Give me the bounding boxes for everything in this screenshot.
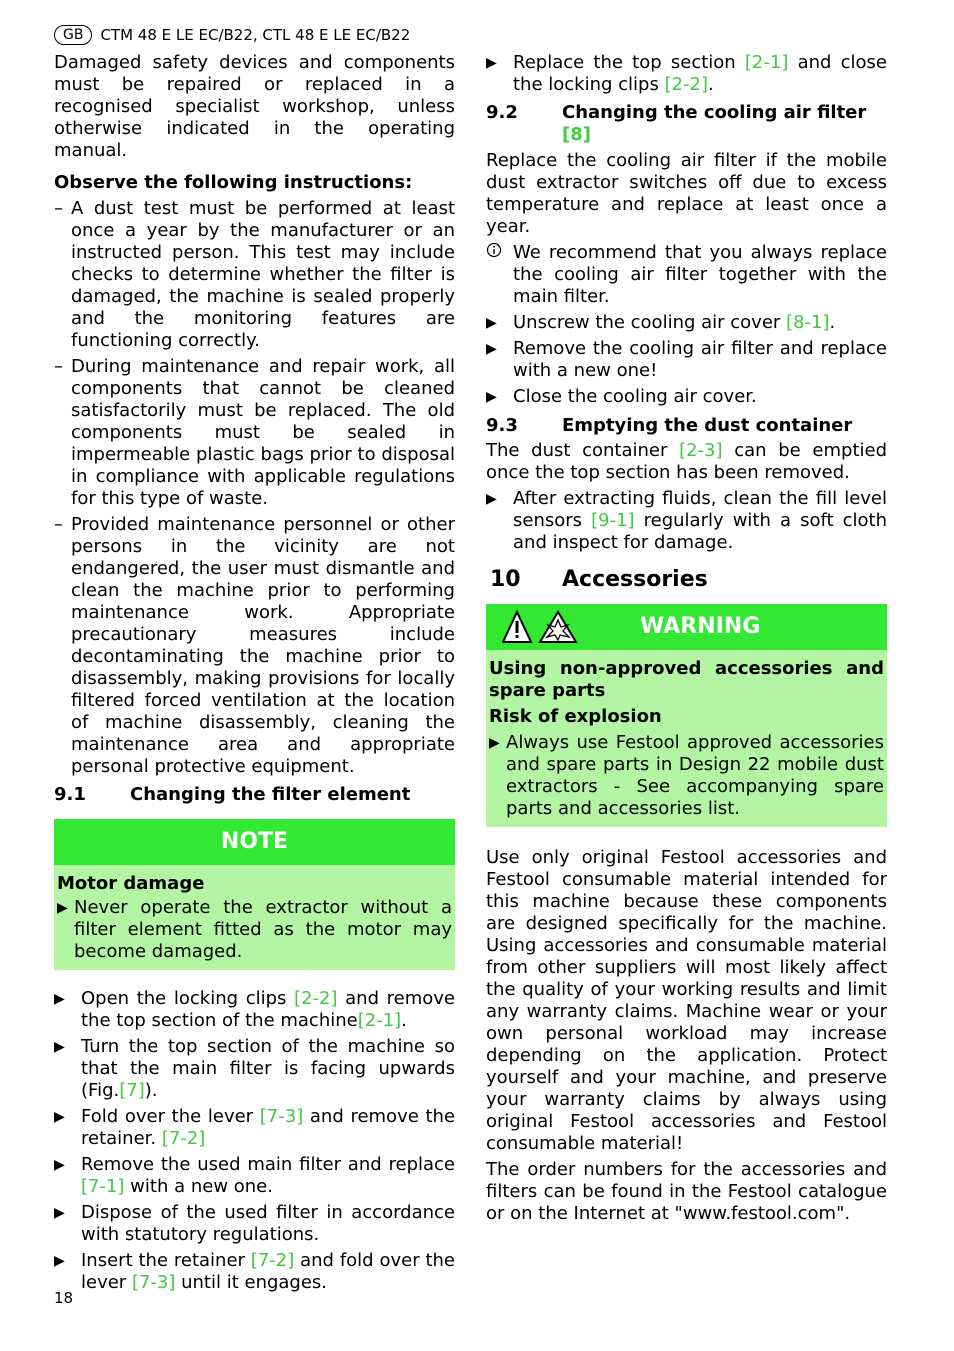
paragraph: Replace the cooling air filter if the mobile dust extractor switches off due to excess temperature and replace at least once a year. — [486, 150, 887, 237]
arrow-icon: ▶ — [54, 1157, 65, 1173]
list-item: ▶ Dispose of the used filter in accordance with statutory regulations. — [54, 1202, 455, 1245]
left-column — [54, 52, 455, 1294]
list-item: ▶ Remove the used main filter and replace [7-1] with a new one. — [54, 1154, 455, 1197]
right-column — [486, 52, 887, 1225]
observe-heading: Observe the following instructions: — [54, 172, 413, 193]
warning-triangle-icon — [502, 610, 532, 644]
arrow-icon: ▶ — [489, 735, 500, 751]
list-item: ▶ Always use Festool approved accessories and spare parts in Design 22 mobile dust extractors - See accompanying spare parts and accessories list. — [489, 732, 884, 819]
paragraph: The order numbers for the accessories and filters can be found in the Festool catalogue or on the Internet at "www.festool.com". — [486, 1159, 887, 1224]
paragraph: Use only original Festool accessories and Festool consumable material intended for this machine because these components are designed specifically for the machine. Using accessories and consumable material from other suppliers will most likely affect the quality of your working results and limit any warranty claims. Machine wear or your own personal workload may increase depending on the application. Protect yourself and your machine, and preserve your warranty claims by always using original Festool accessories and Festool consumable material! — [486, 847, 887, 1154]
warning-box — [486, 604, 887, 827]
list-item: – During maintenance and repair work, all components that cannot be cleaned satisfactorily must be replaced. The old components must be sealed in impermeable plastic bags prior to disposal in compliance with applicable regulations for this type of waste. — [54, 356, 455, 509]
list-item: ▶ Remove the cooling air filter and replace with a new one! — [486, 338, 887, 381]
model-label: CTM 48 E LE EC/B22, CTL 48 E LE EC/B22 — [100, 26, 411, 44]
arrow-icon: ▶ — [486, 389, 497, 405]
page-number: 18 — [54, 1289, 74, 1307]
arrow-icon: ▶ — [486, 341, 497, 357]
arrow-icon: ▶ — [486, 491, 497, 507]
note-subtitle: Motor damage — [57, 873, 205, 894]
list-item: ▶ Replace the top section [2-1] and close the locking clips [2-2]. — [486, 52, 888, 95]
list-item: ▶ Never operate the extractor without a filter element fitted as the motor may become damaged. — [57, 897, 452, 962]
warning-subtitle: Using non-approved accessories and spare parts — [489, 658, 884, 701]
arrow-icon: ▶ — [486, 55, 497, 71]
section-heading-10: 10 Accessories — [490, 567, 708, 592]
list-item: ▶ Insert the retainer [7-2] and fold over the lever [7-3] until it engages. — [54, 1250, 455, 1293]
note-title: NOTE — [54, 819, 455, 865]
list-item: ▶ Unscrew the cooling air cover [8-1]. — [486, 312, 836, 333]
explosion-icon — [538, 610, 578, 644]
arrow-icon: ▶ — [54, 1039, 65, 1055]
language-badge: GB — [54, 25, 92, 45]
arrow-icon: ▶ — [57, 900, 68, 916]
list-item: ▶ After extracting fluids, clean the fill level sensors [9-1] regularly with a soft cloth and inspect for damage. — [486, 488, 887, 553]
info-note: We recommend that you always replace the cooling air filter together with the main filter. — [486, 242, 887, 308]
paragraph: The dust container [2-3] can be emptied once the top section has been removed. — [486, 440, 887, 483]
section-heading-9-3: 9.3 Emptying the dust container — [486, 415, 853, 436]
list-item: ▶ Close the cooling air cover. — [486, 386, 757, 407]
list-item: ▶ Turn the top section of the machine so that the main filter is facing upwards (Fig.[7]). — [54, 1036, 455, 1101]
info-icon — [486, 242, 513, 308]
list-item: ▶ Open the locking clips [2-2] and remove the top section of the machine[2-1]. — [54, 988, 455, 1031]
list-item: – Provided maintenance personnel or other persons in the vicinity are not endangered, the user must dismantle and clean the machine prior to performing maintenance work. Appropriate precautionary measures include decontaminating the machine prior to disassembly, making provisions for locally filtered forced ventilation at the location of machine disassembly, cleaning the maintenance area and appropriate personal protective equipment. — [54, 514, 455, 777]
arrow-icon: ▶ — [54, 1205, 65, 1221]
arrow-icon: ▶ — [54, 1253, 65, 1269]
section-heading-9-2: 9.2 Changing the cooling air filter [8] — [486, 102, 867, 145]
list-item: – A dust test must be performed at least once a year by the manufacturer or an instructed person. This test may include checks to determine whether the filter is damaged, the machine is sealed properly and the monitoring features are functioning correctly. — [54, 198, 455, 351]
arrow-icon: ▶ — [54, 1109, 65, 1125]
list-item: ▶ Fold over the lever [7-3] and remove the retainer. [7-2] — [54, 1106, 456, 1149]
section-heading-9-1: 9.1 Changing the filter element — [54, 784, 411, 805]
note-box — [54, 819, 455, 970]
warning-risk: Risk of explosion — [489, 706, 662, 727]
arrow-icon: ▶ — [486, 315, 497, 331]
warning-title: WARNING — [640, 614, 761, 639]
arrow-icon: ▶ — [54, 991, 65, 1007]
intro-paragraph: Damaged safety devices and components must be repaired or replaced in a recognised specialist workshop, unless otherwise indicated in the operating manual. — [54, 52, 455, 161]
page-header — [54, 25, 410, 45]
